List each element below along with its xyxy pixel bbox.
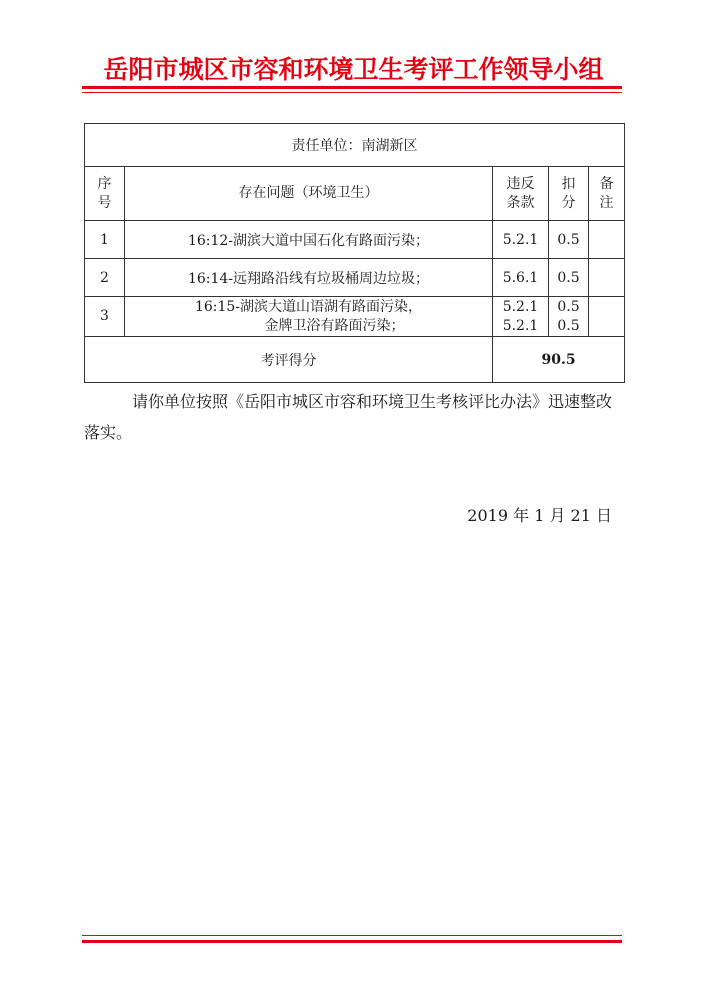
score-value: 90.5 [493, 337, 625, 383]
score-row [85, 337, 625, 383]
remark-header-line2: 注 [599, 194, 614, 211]
responsible-unit-cell: 责任单位：南湖新区 [85, 124, 625, 167]
row-remark [589, 221, 625, 259]
row-remark [589, 297, 625, 337]
footer-rule-thick [82, 940, 622, 943]
row-seq: 3 [85, 297, 125, 337]
document-title: 岳阳市城区市容和环境卫生考评工作领导小组 [103, 55, 604, 84]
row-clause: 5.6.1 [493, 259, 549, 297]
row-clause-line1: 5.2.1 [502, 298, 539, 315]
header-rule-thin [82, 92, 622, 93]
table-row [85, 297, 625, 337]
row-seq: 2 [85, 259, 125, 297]
remark-header-line1: 备 [599, 175, 614, 192]
issue-date: 2019 年 1 月 21 日 [467, 506, 612, 525]
remark-header [589, 167, 625, 221]
header-row [85, 167, 625, 221]
row-issue: 16:14-远翔路沿线有垃圾桶周边垃圾； [125, 259, 493, 297]
row-clause: 5.2.1 [493, 221, 549, 259]
row-issue [125, 297, 493, 337]
score-label: 考评得分 [85, 337, 493, 383]
issue-header: 存在问题（环境卫生） [125, 167, 493, 221]
responsible-unit-row [85, 124, 625, 167]
row-issue-line1: 16:15-湖滨大道山语湖有路面污染， [194, 298, 423, 315]
deduct-header [549, 167, 589, 221]
table-row [85, 221, 625, 259]
row-deduct-line1: 0.5 [557, 298, 580, 315]
header-rule-thick [82, 86, 622, 89]
table-row [85, 259, 625, 297]
row-issue-line2: 金牌卫浴有路面污染； [264, 317, 405, 334]
row-issue: 16:12-湖滨大道中国石化有路面污染； [125, 221, 493, 259]
deduct-header-line2: 分 [561, 194, 576, 211]
instruction-paragraph: 请你单位按照《岳阳市城区市容和环境卫生考核评比办法》迅速整改落实。 [84, 392, 613, 442]
row-deduct: 0.5 [549, 259, 589, 297]
row-deduct [549, 297, 589, 337]
seq-header [85, 167, 125, 221]
row-clause-line2: 5.2.1 [502, 317, 539, 334]
seq-header-line1: 序 [97, 175, 112, 192]
row-deduct-line2: 0.5 [557, 317, 580, 334]
row-clause [493, 297, 549, 337]
row-deduct: 0.5 [549, 221, 589, 259]
seq-header-line2: 号 [97, 194, 112, 211]
row-remark [589, 259, 625, 297]
deduct-header-line1: 扣 [561, 175, 576, 192]
clause-header-line1: 违反 [506, 175, 535, 192]
issues-table [84, 123, 625, 383]
footer-rule-thin [82, 935, 622, 936]
clause-header [493, 167, 549, 221]
clause-header-line2: 条款 [506, 194, 535, 211]
row-seq: 1 [85, 221, 125, 259]
